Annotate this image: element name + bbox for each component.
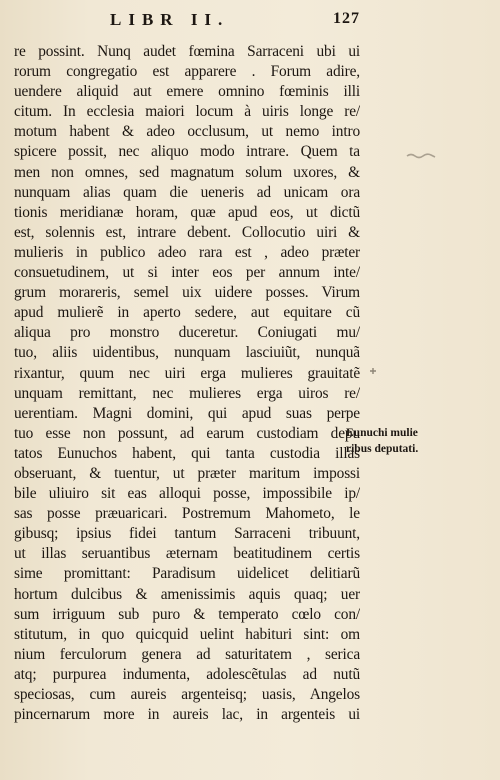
text-line: consuetudinem, ut si inter eos per annum inte/: [14, 264, 360, 282]
text-line: atq; purpurea indumenta, adolescẽtulas ad nutũ: [14, 665, 360, 683]
margin-note: [346, 425, 496, 457]
text-line: tuo esse non possunt, ad earum custodiam depu: [14, 424, 360, 442]
text-line: mulieris in publico adeo rara est , adeo præter: [14, 243, 360, 261]
text-line: re possint. Nunq audet fœmina Sarraceni ubi ui: [14, 43, 360, 60]
text-line: men non omnes, sed magnatum solum uxores, &: [14, 163, 360, 181]
text-line: nunquam alias quam die ueneris ad unicam ora: [14, 183, 360, 201]
text-line: ut illas seruantibus æternam beatitudinem certis: [14, 545, 360, 563]
text-line: apud mulierẽ in aperto sedere, aut equitare cũ: [14, 304, 360, 322]
text-line: pincernarum more in aureis lac, in argenteis ui: [14, 706, 360, 724]
text-line: sas posse præuaricari. Postremum Mahometo, le: [14, 505, 360, 523]
margin-note-line: ribus deputati.: [346, 443, 419, 455]
ink-smudge-mark: [406, 152, 436, 160]
text-line: aliqua pro monstro duceretur. Coniugati mu/: [14, 324, 360, 342]
text-line: rixantur, quum nec uiri erga mulieres grauitatẽ: [14, 364, 360, 382]
margin-note-line: Eunuchi mulie: [346, 427, 418, 439]
text-line: unquam remittant, nec mulieres erga uiros re/: [14, 384, 360, 402]
text-line: tionis meridianæ horam, quæ apud eos, ut dictũ: [14, 203, 360, 221]
text-line: obseruant, & tuentur, ut præter maritum impossi: [14, 464, 360, 482]
text-line: uerentiam. Magni domini, qui apud suas perpe: [14, 404, 360, 422]
text-line: grum morareris, semel uix uidere posses. Virum: [14, 284, 360, 302]
text-line: rorum congregatio est apparere . Forum adire,: [14, 63, 360, 81]
text-line: tatos Eunuchos habent, qui tanta custodia illas: [14, 444, 360, 462]
text-line: bile uliuiro sit eas alloqui posse, impossibile ip/: [14, 485, 360, 503]
text-line: sum irriguum sub puro & temperato cœlo con/: [14, 605, 360, 623]
text-line: speciosas, cum aureis argenteisq; uasis, Angelos: [14, 686, 360, 703]
text-line: motum habent & adeo occlusum, ut nemo intro: [14, 123, 360, 141]
text-line: gibusq; ipsius fidei tantum Sarraceni tribuunt,: [14, 525, 360, 543]
text-line: citum. In ecclesia maiori locum à uiris longe re/: [14, 103, 360, 121]
text-line: nium ferculorum genera ad saturitatem , serica: [14, 645, 360, 663]
text-line: hortum dulcibus & amenissimis aquis quaq; uer: [14, 585, 360, 603]
text-line: sime promittant: Paradisum uidelicet delitiarũ: [14, 565, 360, 583]
running-title: LIBR II.: [110, 10, 230, 29]
body-text: [14, 42, 360, 725]
ink-dot-mark: [368, 366, 378, 376]
text-line: est, solennis est, intrare debent. Collocutio uiri &: [14, 223, 360, 241]
text-line: stitutum, in quo quicquid uelint habituri sint: om: [14, 625, 360, 643]
text-line: uendere aliquid aut emere omnino fœminis illi: [14, 83, 360, 101]
text-line: spicere possit, nec aliquo modo intrare. Quem ta: [14, 143, 360, 161]
page-number: 127: [333, 10, 360, 27]
running-head: [110, 10, 360, 32]
text-line: tuo, aliis uidentibus, nunquam lasciuiũt, nunquã: [14, 344, 360, 362]
